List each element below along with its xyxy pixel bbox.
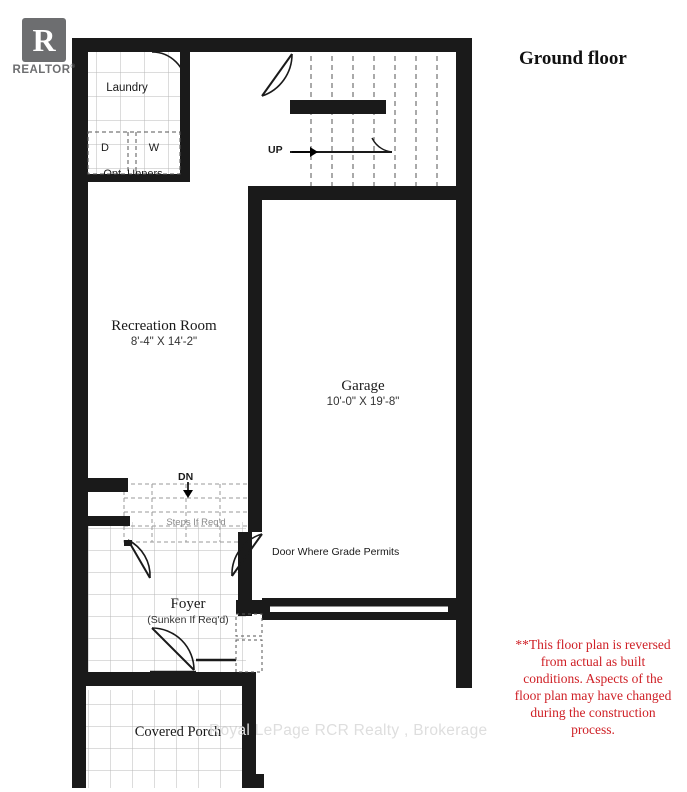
room-dimensions-garage: 10'-0" X 19'-8" (326, 396, 400, 408)
realtor-logo-word (8, 64, 80, 76)
room-dimensions-recreation-room: 8'-4" X 14'-2" (130, 336, 198, 348)
disclaimer-text: **This floor plan is reversed from actual as built conditions. Aspects of the floor plan may have changed during the construction process. (514, 637, 672, 737)
annotation-washer: W (148, 142, 160, 154)
room-name-foyer: Foyer (170, 596, 206, 612)
realtor-logo-word-text: REALTOR (12, 64, 71, 76)
realtor-logo (8, 18, 80, 88)
realtor-logo-box (22, 18, 66, 62)
annotation-steps-if-required: Steps If Req'd (166, 517, 226, 528)
annotation-stairs-down: DN (178, 471, 194, 483)
room-label-garage (296, 378, 430, 408)
annotation-stairs-up: UP (268, 144, 283, 156)
stairs-up (290, 38, 466, 186)
laundry-floor-tile (88, 38, 180, 180)
annotation-dryer: D (101, 142, 109, 154)
room-name-garage: Garage (341, 378, 385, 394)
realtor-logo-letter: R (32, 22, 56, 58)
stairs-down-arrow (183, 482, 193, 498)
room-name-covered-porch: Covered Porch (134, 724, 222, 740)
annotation-door-where-grade-permits: Door Where Grade Permits (272, 546, 400, 558)
annotation-opt-uppers: Opt. Uppers (103, 168, 163, 180)
annotation-laundry: Laundry (106, 82, 148, 94)
realtor-trademark: ® (70, 64, 76, 71)
page-title: Ground floor (519, 48, 627, 69)
room-dimensions-foyer: (Sunken If Req'd) (147, 614, 229, 626)
brokerage-watermark: Royal LePage RCR Realty , Brokerage (209, 722, 488, 739)
room-label-recreation-room (98, 318, 230, 348)
room-label-foyer (128, 596, 248, 626)
room-name-recreation-room: Recreation Room (111, 318, 217, 334)
